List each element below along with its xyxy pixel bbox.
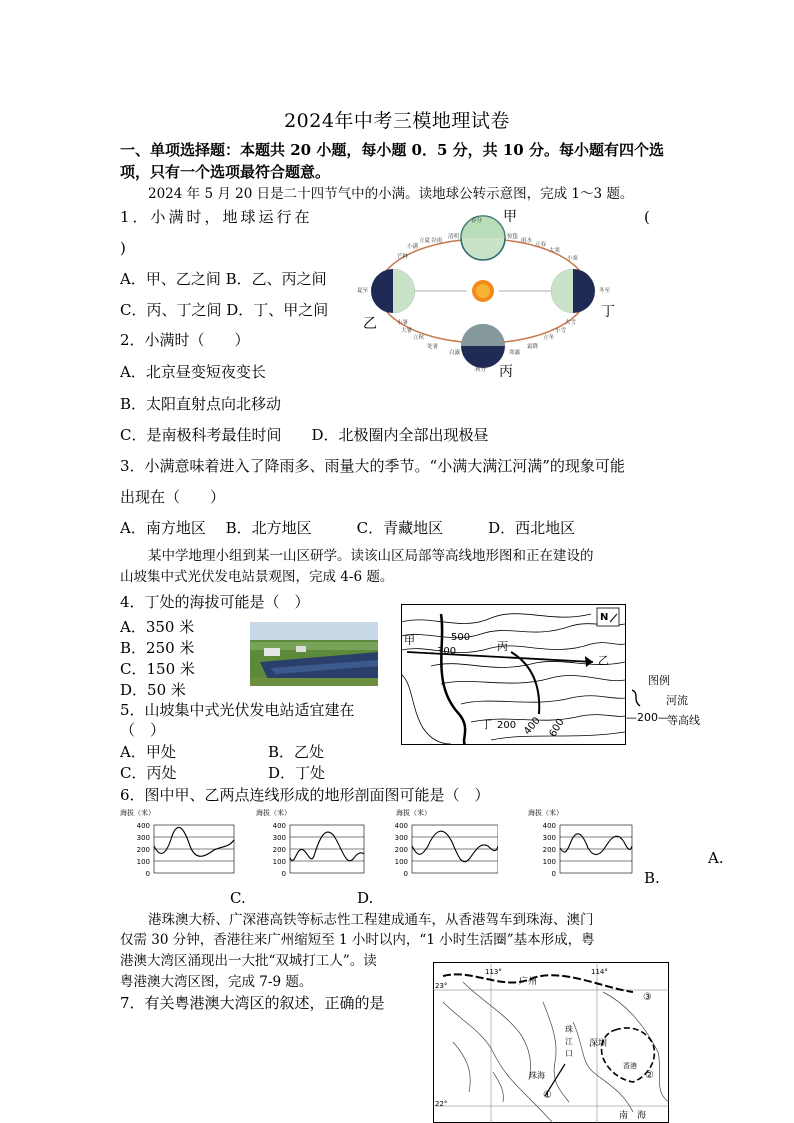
term-dongzhi: 冬至 <box>599 288 611 294</box>
q4-option-b: B．250 米 <box>120 639 195 657</box>
intro-bayarea-line3: 港澳大湾区涌现出一大批“双城打工人”。读 <box>120 953 377 969</box>
map-marker-3: ③ <box>643 992 652 1003</box>
profile-d-curve <box>412 831 498 862</box>
map-marker-2: ② <box>645 1070 654 1081</box>
profile-c-tick-300: 300 <box>272 834 286 842</box>
profile-c-tick-200: 200 <box>272 846 286 854</box>
contour-value-600: 600 <box>547 716 567 739</box>
term-hanlu: 寒露 <box>509 350 521 356</box>
map-marker-1: ① <box>543 1090 552 1101</box>
profile-chart-c <box>248 806 368 882</box>
intro-bayarea-line2: 仅需 30 分钟，香港往来广州缩短至 1 小时以内，“1 小时生活圈”基本形成，粤 <box>120 932 595 948</box>
term-chushu: 处暑 <box>427 344 439 350</box>
q1-stem: 1．小满时，地球运行在 <box>120 208 313 226</box>
profile-a-tick-400: 400 <box>136 822 150 830</box>
profile-b-tick-100: 100 <box>542 858 556 866</box>
orbit-label-bing: 丙 <box>499 364 513 378</box>
q6-stem: 6．图中甲、乙两点连线形成的地形剖面图可能是（ ） <box>120 786 490 804</box>
profile-b-tick-0: 0 <box>551 870 556 878</box>
q3-options: A．南方地区 B．北方地区 C．青藏地区 D．西北地区 <box>120 519 576 537</box>
q4-option-d: D．50 米 <box>120 681 186 699</box>
term-guyu: 谷雨 <box>431 238 443 244</box>
page-title: 2024年中考三模地理试卷 <box>284 110 510 132</box>
contour-value-400: 400 <box>522 715 543 738</box>
contour-label-jia: 甲 <box>404 634 415 647</box>
q6-label-c: C. <box>230 889 246 907</box>
term-qingming: 清明 <box>448 234 460 240</box>
term-yushui: 雨水 <box>521 238 533 244</box>
q5-option-d: D．丁处 <box>268 764 326 782</box>
earth-orbit-diagram <box>355 208 625 378</box>
profile-a-tick-0: 0 <box>145 870 150 878</box>
legend-title: 图例 <box>648 674 670 687</box>
profile-c-tick-0: 0 <box>281 870 286 878</box>
q5-option-b: B．乙处 <box>268 743 325 761</box>
profile-a-ylabel: 海拔（米） <box>120 809 155 817</box>
orbit-label-ding: 丁 <box>601 304 615 320</box>
legend-river-label: 河流 <box>666 694 688 707</box>
contour-label-yi: 乙 <box>598 654 609 667</box>
legend-contour-label: 等高线 <box>667 714 700 727</box>
q6-label-d: D. <box>357 889 374 907</box>
q2-stem: 2．小满时（ ） <box>120 331 250 349</box>
term-shuangjiang: 霜降 <box>527 344 539 350</box>
term-daxue: 大雪 <box>565 320 577 326</box>
term-xiaoshu: 小暑 <box>397 320 409 326</box>
north-label: N <box>600 612 609 623</box>
q5-option-a: A．甲处 <box>120 743 176 761</box>
contour-label-bing: 丙 <box>497 640 508 653</box>
contour-value-200: 200 <box>497 720 517 731</box>
q4-option-c: C．150 米 <box>120 660 195 678</box>
q1-paren-close: ) <box>120 239 126 257</box>
bay-area-map <box>433 962 669 1123</box>
profile-b-tick-200: 200 <box>542 846 556 854</box>
term-jingzhe: 惊蛰 <box>507 234 519 240</box>
section-heading-line2: 项，只有一个选项最符合题意。 <box>120 163 331 181</box>
solar-station-photo <box>250 622 378 686</box>
legend-contour-sample: —200— <box>626 711 669 724</box>
q1-paren-open: ( <box>644 208 650 226</box>
q1-options-cd: C．丙、丁之间 D．丁、甲之间 <box>120 301 329 319</box>
profile-d-tick-400: 400 <box>394 822 408 830</box>
intro-contour-line2: 山坡集中式光伏发电站景观图，完成 4-6 题。 <box>120 569 394 585</box>
q5-paren: （ ） <box>120 721 166 739</box>
q7-stem: 7．有关粤港澳大湾区的叙述，正确的是 <box>120 994 385 1012</box>
term-xiaoman: 小满 <box>407 244 419 250</box>
legend-contour-value: 200 <box>637 711 658 724</box>
map-lon-114: 114° <box>591 968 608 976</box>
term-lixia: 立夏 <box>419 238 431 244</box>
intro-bayarea-line1: 港珠澳大桥、广深港高铁等标志性工程建成通车，从香港驾车到珠海、澳门 <box>148 912 594 928</box>
term-chunfen: 春分 <box>471 218 483 224</box>
term-xiaohan: 小寒 <box>567 256 579 262</box>
section-heading-line1: 一、单项选择题：本题共 20 小题，每小题 0．5 分，共 10 分。每小题有四个选 <box>120 141 664 159</box>
q4-option-a: A．350 米 <box>120 618 195 636</box>
map-guangzhou: 广州 <box>519 977 538 987</box>
map-zhujiangkou-1: 珠 <box>565 1025 573 1034</box>
contour-label-ding: 丁 <box>481 718 492 731</box>
term-mangzhong: 芒种 <box>397 254 409 260</box>
profile-c-curve <box>290 832 364 861</box>
q6-label-a: A. <box>708 849 724 867</box>
map-zhuhai: 珠海 <box>529 1071 545 1080</box>
profile-a-tick-100: 100 <box>136 858 150 866</box>
q5-option-c: C．丙处 <box>120 764 177 782</box>
map-lat-23: 23° <box>435 982 448 990</box>
term-dahan: 大寒 <box>549 248 561 254</box>
profile-d-ylabel: 海拔（米） <box>396 809 431 817</box>
orbit-label-yi: 乙 <box>363 316 377 332</box>
term-liqiu: 立秋 <box>413 335 425 341</box>
profile-b-ylabel: 海拔（米） <box>528 809 563 817</box>
profile-c-tick-100: 100 <box>272 858 286 866</box>
map-zhujiangkou-3: 口 <box>565 1049 573 1058</box>
term-lidong: 立冬 <box>543 335 555 341</box>
q2-option-cd: C．是南极科考最佳时间 D．北极圈内全部出现极昼 <box>120 426 489 444</box>
map-lat-22: 22° <box>435 1100 448 1108</box>
profile-d-tick-100: 100 <box>394 858 408 866</box>
profile-chart-d <box>378 806 498 882</box>
q3-stem-line1: 3．小满意味着进入了降雨多、雨量大的季节。“小满大满江河满”的现象可能 <box>120 457 625 475</box>
term-qiufen: 秋分 <box>475 367 487 373</box>
legend-river-icon <box>628 688 646 708</box>
profile-a-tick-300: 300 <box>136 834 150 842</box>
term-lichun: 立春 <box>535 242 547 248</box>
map-nanhai: 南 海 <box>619 1111 647 1121</box>
map-zhujiangkou-2: 江 <box>565 1037 573 1046</box>
intro-orbit: 2024 年 5 月 20 日是二十四节气中的小满。读地球公转示意图，完成 1～3 题。 <box>148 186 634 202</box>
contour-map <box>401 604 626 745</box>
term-bailu: 白露 <box>449 350 461 356</box>
profile-b-tick-300: 300 <box>542 834 556 842</box>
contour-value-300: 300 <box>437 646 457 657</box>
map-lon-113: 113° <box>485 968 502 976</box>
q1-options-ab: A．甲、乙之间 B．乙、丙之间 <box>120 270 327 288</box>
q3-stem-line2: 出现在（ ） <box>120 488 226 506</box>
profile-c-ylabel: 海拔（米） <box>256 809 291 817</box>
profile-chart-b <box>516 806 636 882</box>
profile-b-tick-400: 400 <box>542 822 556 830</box>
q4-stem: 4．丁处的海拔可能是（ ） <box>120 593 310 611</box>
profile-d-tick-300: 300 <box>394 834 408 842</box>
profile-a-tick-200: 200 <box>136 846 150 854</box>
map-shenzhen: 深圳 <box>589 1039 608 1049</box>
term-xiaoxue: 小雪 <box>555 328 567 334</box>
term-dashu: 大暑 <box>401 328 413 334</box>
q5-stem: 5．山坡集中式光伏发电站适宜建在 <box>120 701 355 719</box>
orbit-label-jia: 甲 <box>503 209 517 225</box>
profile-c-tick-400: 400 <box>272 822 286 830</box>
intro-contour-line1: 某中学地理小组到某一山区研学。读该山区局部等高线地形图和正在建设的 <box>148 548 594 564</box>
profile-d-tick-200: 200 <box>394 846 408 854</box>
profile-d-tick-0: 0 <box>403 870 408 878</box>
map-zhujiangkou <box>565 1024 573 1058</box>
q2-option-a: A．北京昼变短夜变长 <box>120 363 266 381</box>
term-xiazhi: 夏至 <box>357 288 369 294</box>
q6-label-b: B. <box>644 869 660 887</box>
profile-chart-a <box>118 806 238 882</box>
map-hongkong: 香港 <box>623 1062 637 1070</box>
q2-option-b: B．太阳直射点向北移动 <box>120 395 282 413</box>
intro-bayarea-line4: 粤港澳大湾区图，完成 7-9 题。 <box>120 974 313 990</box>
contour-value-500: 500 <box>451 632 471 643</box>
profile-a-curve <box>154 827 234 856</box>
